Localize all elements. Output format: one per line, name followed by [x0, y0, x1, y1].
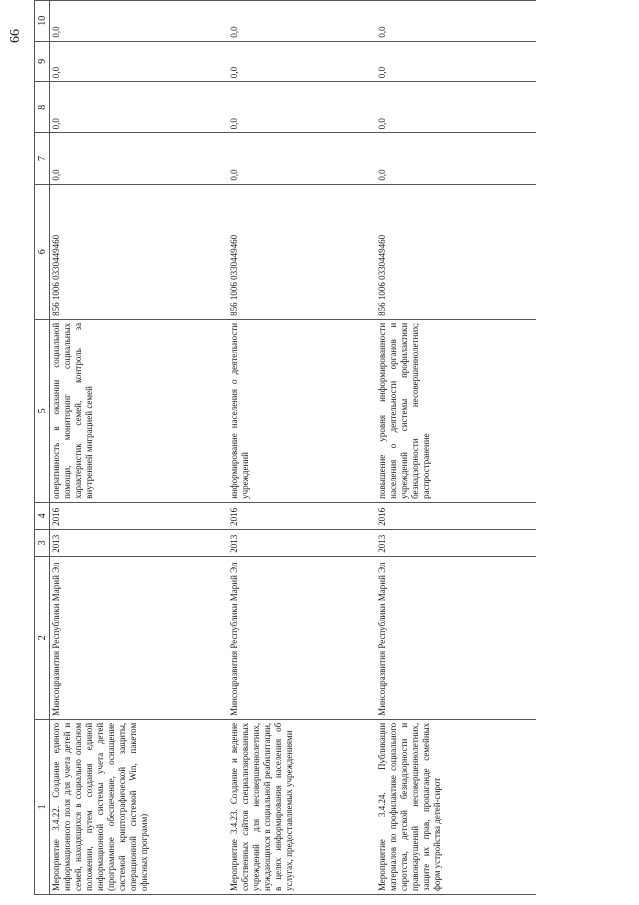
column-number: 3	[35, 529, 50, 556]
column-number: 8	[35, 82, 50, 133]
column-number: 2	[35, 556, 50, 719]
end-year-cell: 2016	[50, 502, 228, 529]
budget-code-cell: 856 1006 0330449460	[376, 184, 536, 319]
value-cell: 0,0	[228, 41, 376, 82]
end-year-cell: 2016	[228, 502, 376, 529]
value-cell: 0,0	[50, 133, 228, 184]
budget-code-cell: 856 1006 0330449460	[50, 184, 228, 319]
value-cell: 0,0	[50, 82, 228, 133]
value-cell: 0,0	[376, 41, 536, 82]
value-cell: 0,0	[376, 1, 536, 42]
value-cell: 0,0	[228, 82, 376, 133]
column-number: 5	[35, 319, 50, 502]
value-cell: 0,0	[228, 133, 376, 184]
executor-cell: Минсоцразвития Республики Марий Эл	[376, 556, 536, 719]
program-table	[34, 0, 536, 895]
executor-cell: Минсоцразвития Республики Марий Эл	[228, 556, 376, 719]
expected-result-cell: повышение уровня информированности населения о деятельности органов и учреждений системы профилактики безнадзорности несовершеннолетних; распространение	[376, 319, 536, 502]
column-number: 1	[35, 719, 50, 894]
expected-result-cell: информирование населения о деятельности учреждений	[228, 319, 376, 502]
executor-cell: Минсоцразвития Республики Марий Эл	[50, 556, 228, 719]
value-cell: 0,0	[376, 82, 536, 133]
column-number: 6	[35, 184, 50, 319]
start-year-cell: 2013	[228, 529, 376, 556]
value-cell: 0,0	[50, 41, 228, 82]
column-number: 7	[35, 133, 50, 184]
value-cell: 0,0	[376, 133, 536, 184]
value-cell: 0,0	[50, 1, 228, 42]
start-year-cell: 2013	[376, 529, 536, 556]
value-cell: 0,0	[228, 1, 376, 42]
measure-name-cell: Мероприятие 3.4.23. Создание и ведение собственных сайтов специализированных учреждений для несовершеннолетних, нуждающихся в социальной реабилитации, в целях информирования населения об услугах, предоставляемых учреждениями	[228, 719, 376, 894]
table-row	[50, 1, 228, 895]
table-row	[228, 1, 376, 895]
expected-result-cell: оперативность в оказании социальной помощи, мониторинг социальных характеристик семей, контроль за внутренней миграцией семей	[50, 319, 228, 502]
column-number-row	[35, 1, 50, 895]
measure-name-cell: Мероприятие 3.4.22. Создание единого информационного поля для учета детей и семей, находящихся в социально опасном положении, путем создания единой информационной системы учета детей (программное обеспечение, оснащение системой криптографической защиты, операционной системой Win, пакетом офисных программ)	[50, 719, 228, 894]
end-year-cell: 2016	[376, 502, 536, 529]
page-number: 66	[8, 29, 23, 43]
column-number: 9	[35, 41, 50, 82]
measure-name-cell: Мероприятие 3.4.24. Публикации материалов по профилактике социального сиротства, детской безнадзорности и правонарушений несовершеннолетних, защите их прав, пропаганде семейных форм устройства детей-сирот	[376, 719, 536, 894]
column-number: 4	[35, 502, 50, 529]
column-number: 10	[35, 1, 50, 42]
table-row	[376, 1, 536, 895]
budget-code-cell: 856 1006 0330449460	[228, 184, 376, 319]
start-year-cell: 2013	[50, 529, 228, 556]
